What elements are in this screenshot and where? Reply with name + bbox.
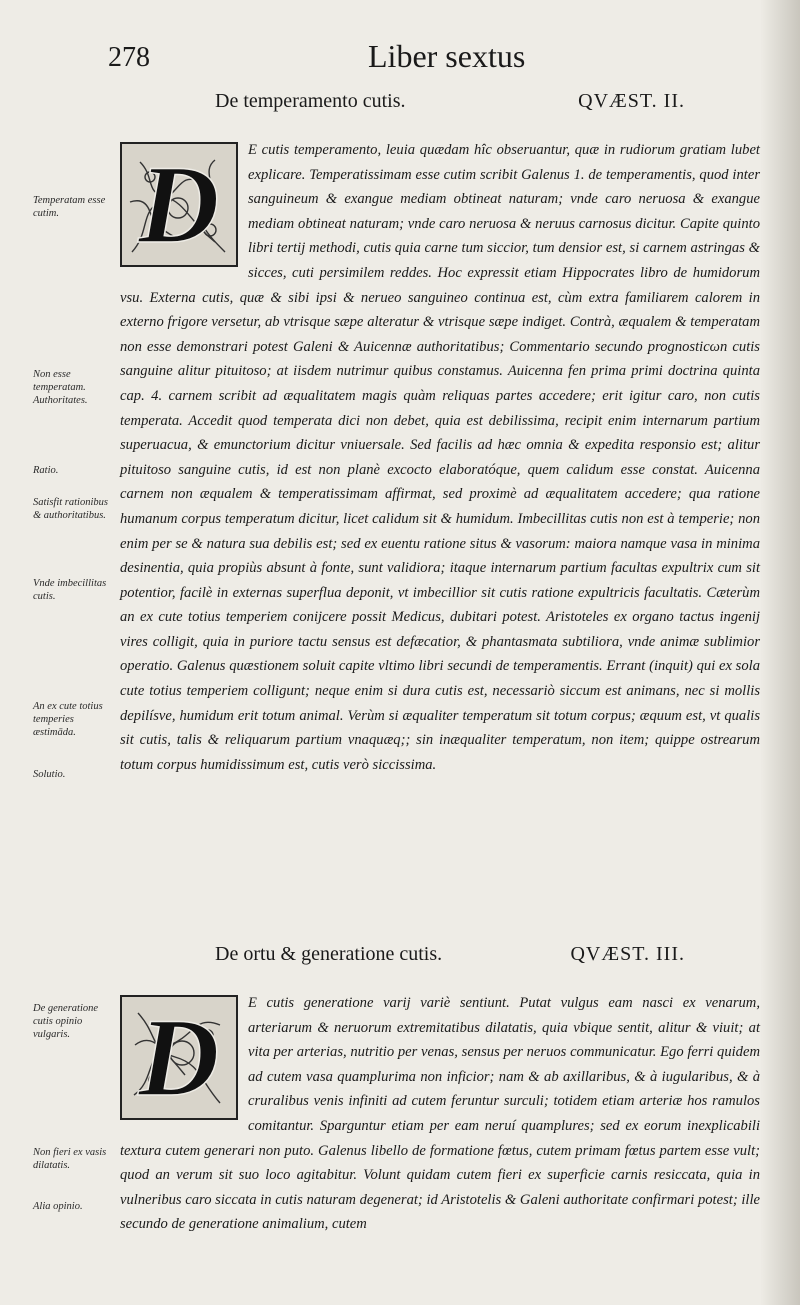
quaestio-number: QVÆST. III. <box>570 943 685 965</box>
margin-note: An ex cute totius temperies æstimāda. <box>33 701 103 738</box>
section-text: E cutis temperamento, leuia quædam hîc obseruantur, quæ in rudiorum gratiam lubet explicare. Temperatissimam esse cutim scribit Galenus 1. de temperamentis, quod inter sanguineum & exangue mediam obtineat naturam; vnde caro neruosa & exangue mediam obtineat naturam; vnde caro neruosa & neruus carnosus dicitur. Capite quinto libri tertij methodi, cutis quia carne tum siccior, tum densior est, si carnem astringas & sicces, cuti persimilem reddes. Hoc expressit etiam Hippocrates libro de humidorum vsu. Externa cutis, quæ & sibi ipsi & nerueo sanguineo continua est, cùm extra familiarem calorem in externo frigore versetur, ab vtrisque sæpe alteratur & vtrisque sæpe indiget. Contrà, æqualem & temperatam non esse demonstrari potest Galeni & Auicennæ authoritatibus; Commentario secundo prognosticωn cutis sanguine alitur pituitoso; at iisdem nutrimur quibus constamus. Auicenna fen prima primi doctrina quinta cap. 4. carnem scribit ad æqualitatem magis quàm reliquas partes accedere; erit igitur caro, non cutis temperata. Accedit quod temperata dici non debet, quia est debilissima, recipit enim internarum partium superuacua, & emunctorium dicitur vniuersale. Sed facilis ad hæc omnia & expedita responsio est; alitur pituitoso sanguine cutis, id est non planè excocto elaboratóque, quem calidum esse constat. Auicenna carnem non æqualem & temperatissimam affirmat, sed proximè ad æqualitatem accedere; qua ratione humanum corpus temperatum dicitur, licet calidum sit & humidum. Imbecillitas cutis non est à temperie; non enim per se & natura sua debilis est; sed ex euentu ratione situs & vasorum: maiora namque vasa in minima desinentia, quia propiùs absunt à fonte, sunt validiora; itaque internarum partium facultas expultrix cum sit potentior, facilè in externas superflua deponit, vt imbecillior sit cutis ratione expultricis facultatis. Cæterùm an ex cute totius temperiem conijcere possit Medicus, dubitari potest. Aristoteles ex organo tactus ingenij vires colligit, quia in puriore tactu sensus est defæcatior, & phantasmata subtiliora, vnde animæ sublimior operatio. Galenus quæstionem soluit capite vltimo libri secundi de temperamentis. Errant (inquit) qui ex sola cute totius temperiem colligunt; neque enim si dura cutis est, necessariò siccum est animans, nec si mollis depilísve, humidum erit totum animal. Verùm si æqualiter temperatum sit totum corpus; æquum est, vt qualis sit cutis, talis & reliquarum partium vnaquæq;; sin inæqualiter temperatum, non item; quippe ostrearum totum corpus humidissimum est, cutis verò siccissima. <box>120 142 760 773</box>
page-header <box>108 38 668 78</box>
section-heading <box>215 943 685 971</box>
margin-note: Non fieri ex vasis dilatatis. <box>33 1147 107 1171</box>
quaestio-number: QVÆST. II. <box>578 90 685 112</box>
page-gutter-shadow <box>760 0 800 1305</box>
section-title: De temperamento cutis. <box>215 90 406 112</box>
margin-note: Temperatam esse cutim. <box>33 195 106 219</box>
initial-letter: D <box>138 996 220 1120</box>
decorated-initial-d <box>120 995 238 1120</box>
decorated-initial-d <box>120 142 238 267</box>
running-head: Liber sextus <box>368 38 526 74</box>
section-text: E cutis generatione varij variè sentiunt. Putat vulgus eam nasci ex venarum, arteriarum & neruorum extremitatibus dilatatis, quia vbique sentit, alitur & viuit; at vita per arterias, nutritio per venas, sensus per neruos communicatur. Ego ferri quidem ad cutem vasa quamplurima non inficior; nam & ab axillaribus, & à iugularibus, & à cruralibus venis infiniti ad cutem feruntur surculi; totidem etiam arteriæ hos ramulos comitantur. Sparguntur etiam per eam neruí quamplures; sed ex eorum inexplicabili textura cutem generari non puto. Galenus libello de formatione fœtus, cutem primam fœtus partem esse vult; quod an verum sit suo loco agitabitur. Volunt quidam cutem fieri ex superficie carnis resiccata, quia in vulneribus caro siccata in cutis naturam degenerat; id Aristotelis & Galeni authoritate confirmari potest; ille secundo de generatione animalium, cutem <box>120 995 760 1233</box>
margin-note: Satisfit rationibus & authoritatibus. <box>33 497 108 521</box>
margin-note: De generatione cutis opinio vulgaris. <box>33 1003 99 1040</box>
section-body <box>120 138 760 777</box>
margin-note: Alia opinio. <box>33 1201 83 1212</box>
margin-note: Vnde imbecillitas cutis. <box>33 578 107 602</box>
margin-note: Ratio. <box>33 465 59 476</box>
page-number: 278 <box>108 42 150 73</box>
section-body <box>120 991 760 1237</box>
section-title: De ortu & generatione cutis. <box>215 943 443 965</box>
margin-note: Non esse temperatam. Authoritates. <box>33 369 88 406</box>
initial-letter: D <box>138 143 220 267</box>
margin-note: Solutio. <box>33 769 66 780</box>
section-heading <box>215 90 685 118</box>
